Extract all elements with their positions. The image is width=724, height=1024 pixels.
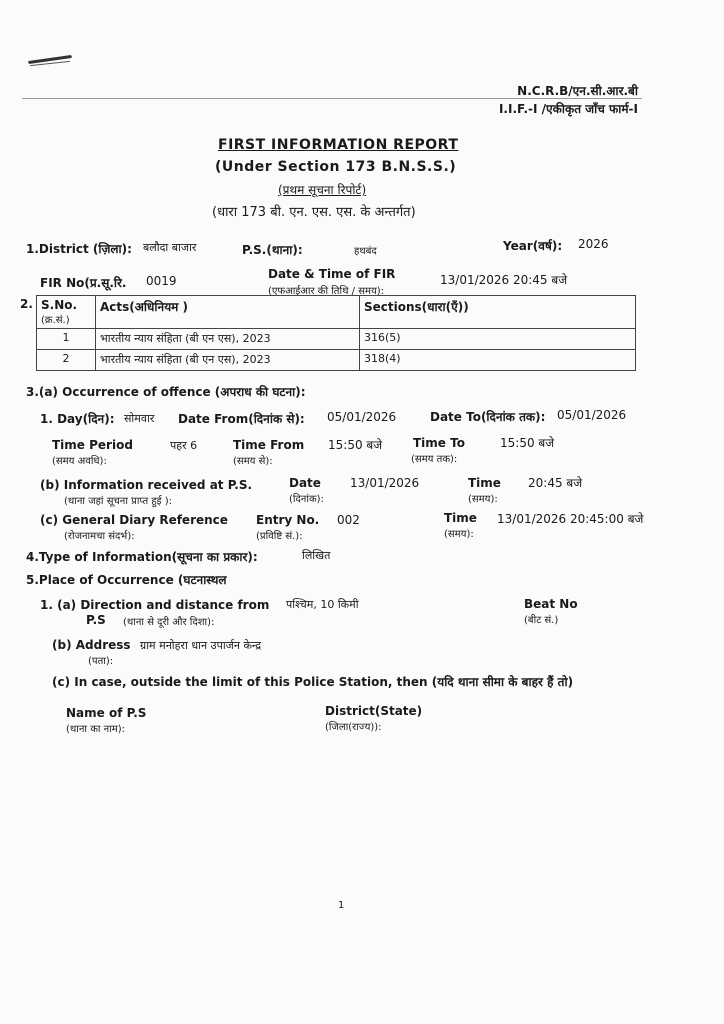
time-from-label: Time From: [233, 438, 305, 452]
district-state-sub: (जिला(राज्य)):: [325, 722, 382, 733]
sno-header: [37, 296, 96, 329]
iif-label: I.I.F.-I /एकीकृत जाँच फार्म-I: [498, 102, 638, 116]
info-time-label: Time: [468, 476, 501, 490]
date-from-value: 05/01/2026: [327, 410, 397, 424]
info-date-value: 13/01/2026: [350, 476, 420, 490]
outside-limit-label: (c) In case, outside the limit of this Police Station, then (यदि थाना सीमा के बाहर हैं तो): [52, 675, 574, 689]
acts-header: Acts(अधिनियम ): [96, 296, 360, 329]
district-label: 1.District (ज़िला):: [26, 242, 132, 256]
time-to-label: Time To: [413, 436, 465, 450]
time-from-sub: (समय से):: [233, 456, 273, 467]
fir-date-value: 13/01/2026 20:45 बजे: [440, 273, 568, 287]
day-value: सोमवार: [124, 412, 155, 425]
gd-time-value: 13/01/2026 20:45:00 बजे: [497, 512, 644, 526]
direction-sub: (थाना से दूरी और दिशा):: [123, 617, 215, 628]
acts-number: 2.: [20, 297, 33, 311]
act-section: 316(5): [360, 329, 636, 350]
time-to-sub: (समय तक):: [411, 454, 458, 465]
ncrb-label: N.C.R.B/एन.सी.आर.बी: [517, 84, 638, 98]
day-label: 1. Day(दिन):: [40, 412, 115, 426]
time-period-sub: (समय अवधि):: [52, 456, 107, 467]
report-title: FIRST INFORMATION REPORT: [218, 137, 459, 153]
info-received-sub: (थाना जहां सूचना प्राप्त हुई ):: [64, 496, 173, 507]
acts-header-row: [37, 296, 636, 329]
gd-entry-value: 002: [337, 513, 360, 527]
info-date-label: Date: [289, 476, 321, 490]
ps-label: P.S.(थाना):: [242, 243, 303, 257]
type-info-label: 4.Type of Information(सूचना का प्रकार):: [26, 550, 258, 564]
place-heading: 5.Place of Occurrence (घटनास्थल: [26, 573, 227, 587]
address-label: (b) Address: [52, 638, 131, 652]
act-name: भारतीय न्याय संहिता (बी एन एस), 2023: [96, 350, 360, 371]
fir-value: 0019: [146, 274, 177, 288]
header-rule: [22, 98, 642, 99]
gd-sub: (रोजनामचा संदर्भ):: [64, 531, 135, 542]
info-time-value: 20:45 बजे: [528, 476, 583, 490]
beat-sub: (बीट सं.): [524, 615, 559, 626]
info-received-label: (b) Information received at P.S.: [40, 478, 253, 492]
ps-name-sub: (थाना का नाम):: [66, 724, 126, 735]
time-from-value: 15:50 बजे: [328, 438, 383, 452]
gd-label: (c) General Diary Reference: [40, 513, 228, 527]
direction-value: पश्चिम, 10 किमी: [286, 598, 359, 611]
act-section: 318(4): [360, 350, 636, 371]
act-sno: 2: [37, 350, 96, 371]
fir-label: FIR No(प्र.सू.रि.: [40, 276, 127, 290]
sno-header-en: S.No.: [41, 298, 78, 312]
date-from-label: Date From(दिनांक से):: [178, 412, 305, 426]
report-section: (Under Section 173 B.N.S.S.): [215, 159, 457, 175]
type-info-value: लिखित: [302, 549, 331, 562]
fir-date-sublabel: (एफआईआर की तिथि / समय):: [268, 286, 385, 297]
address-value: ग्राम मनोहरा धान उपार्जन केन्द्र: [140, 639, 262, 652]
ps-name-label: Name of P.S: [66, 706, 147, 720]
address-sub: (पता):: [88, 656, 114, 667]
ps-value: हथबंद: [354, 246, 377, 257]
time-period-value: पहर 6: [170, 439, 198, 452]
report-title-hindi: (प्रथम सूचना रिपोर्ट): [278, 183, 367, 197]
gd-entry-sub: (प्रविष्टि सं.):: [256, 531, 303, 542]
sno-header-hi: (क्र.सं.): [41, 315, 70, 326]
page-number: 1: [338, 900, 345, 911]
acts-table: [36, 295, 636, 371]
time-period-label: Time Period: [52, 438, 133, 452]
date-to-value: 05/01/2026: [557, 408, 627, 422]
fir-date-label: Date & Time of FIR: [268, 267, 396, 281]
acts-row: [37, 329, 636, 350]
district-state-label: District(State): [325, 704, 423, 718]
year-label: Year(वर्ष):: [503, 239, 563, 253]
beat-label: Beat No: [524, 597, 578, 611]
time-to-value: 15:50 बजे: [500, 436, 555, 450]
gd-entry-label: Entry No.: [256, 513, 320, 527]
year-value: 2026: [578, 237, 609, 251]
info-date-sub: (दिनांक):: [289, 494, 324, 505]
acts-row: [37, 350, 636, 371]
report-section-hindi: (धारा 173 बी. एन. एस. एस. के अन्तर्गत): [212, 205, 416, 220]
district-value: बलौदा बाजार: [143, 241, 197, 254]
gd-time-sub: (समय):: [444, 529, 474, 540]
act-sno: 1: [37, 329, 96, 350]
gd-time-label: Time: [444, 511, 477, 525]
occurrence-heading: 3.(a) Occurrence of offence (अपराध की घटना):: [26, 385, 306, 399]
sections-header: Sections(धारा(एँ)): [360, 296, 636, 329]
direction-ps: P.S: [86, 613, 106, 627]
info-time-sub: (समय):: [468, 494, 498, 505]
date-to-label: Date To(दिनांक तक):: [430, 410, 546, 424]
direction-label: 1. (a) Direction and distance from: [40, 598, 270, 612]
act-name: भारतीय न्याय संहिता (बी एन एस), 2023: [96, 329, 360, 350]
